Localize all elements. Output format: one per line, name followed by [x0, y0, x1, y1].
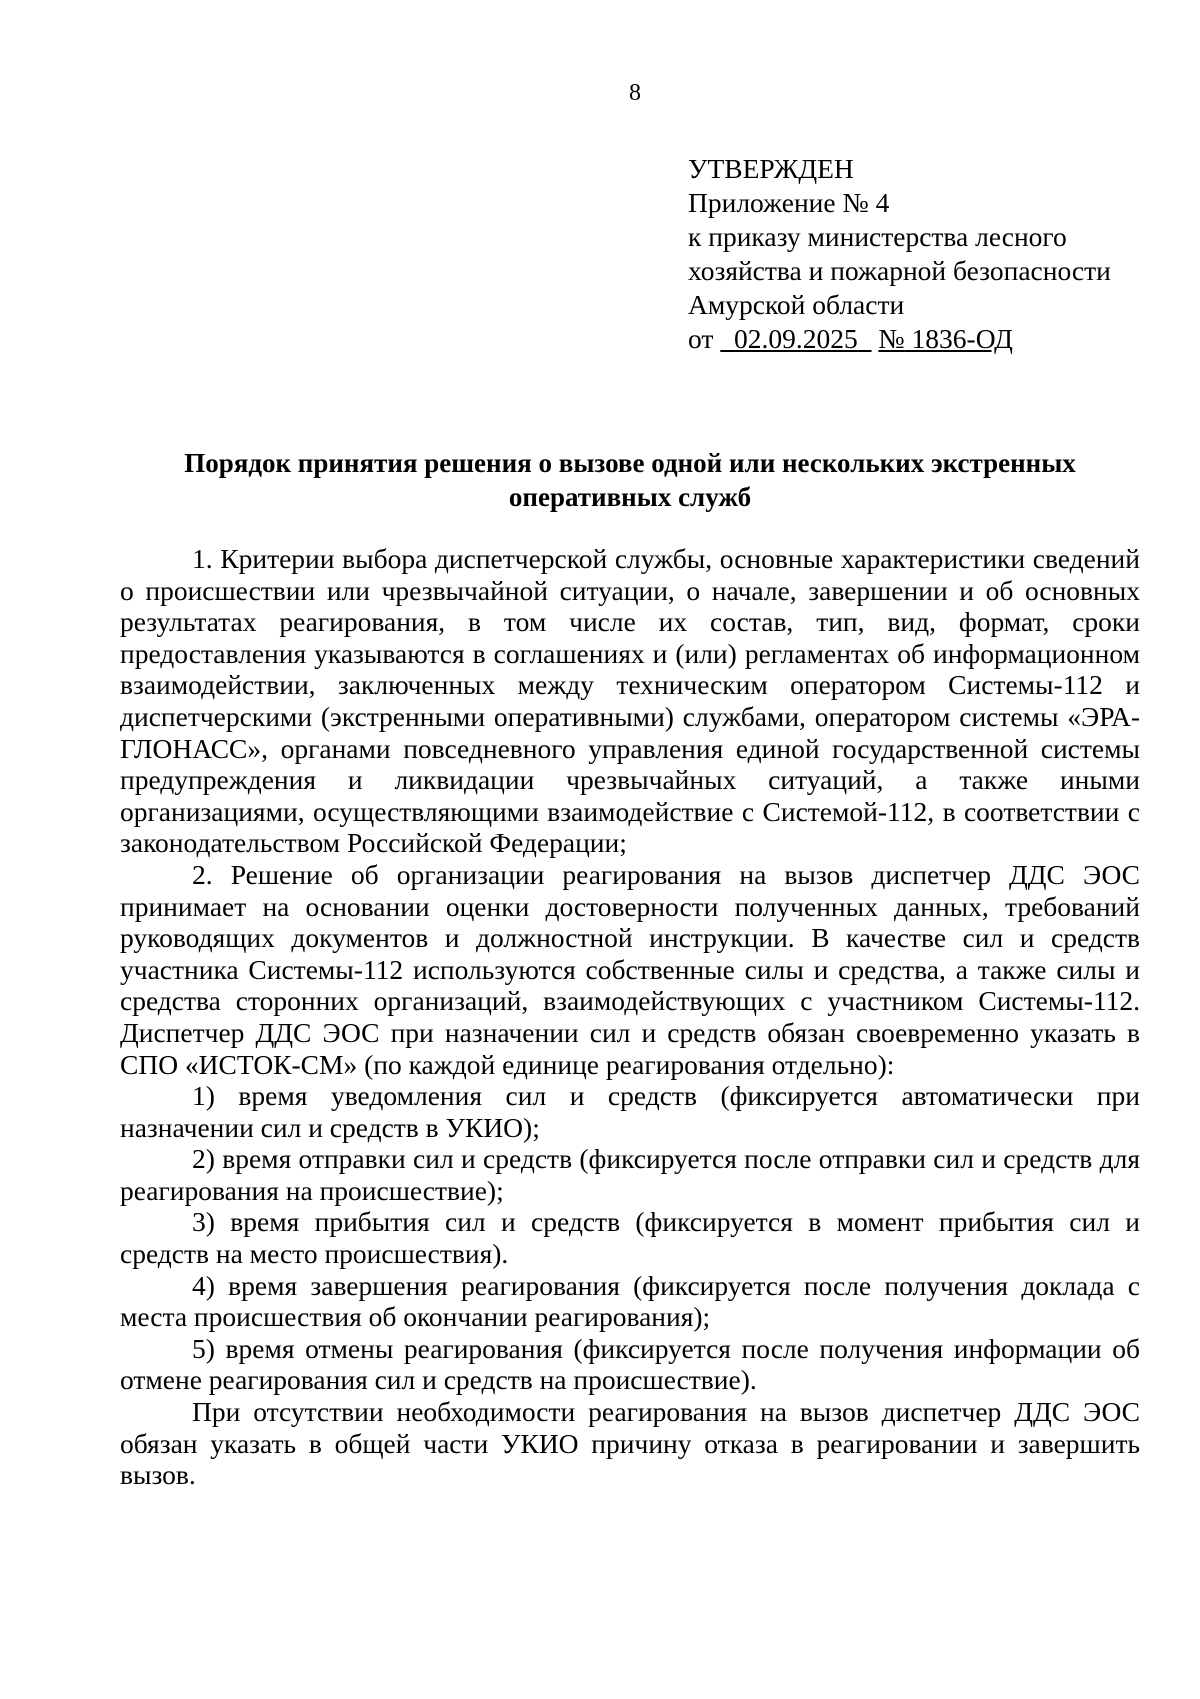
document-body [120, 543, 1140, 1491]
list-item-1: 1) время уведомления сил и средств (фиксируется автоматически при назначении сил и средств в УКИО); [120, 1080, 1140, 1143]
order-reference-line-2: хозяйства и пожарной безопасности [688, 255, 1111, 286]
order-date-number-line [688, 322, 1148, 356]
order-number [878, 323, 1013, 354]
paragraph-1: 1. Критерии выбора диспетчерской службы, основные характеристики сведений о происшествии или чрезвычайной ситуации, о начале, завершении и об основных результатах реагирования, в том числе их состав, тип, вид, формат, сроки предоставления указываются в соглашениях и (или) регламентах об информационном взаимодействии, заключенных между техническим оператором Системы-112 и диспетчерскими (экстренными оперативными) службами, оператором системы «ЭРА-ГЛОНАСС», органами повседневного управления единой государственной системы предупреждения и ликвидации чрезвычайных ситуаций, а также иными организациями, осуществляющими взаимодействие с Системой-112, в соответствии с законодательством Российской Федерации; [120, 543, 1140, 859]
list-item-2: 2) время отправки сил и средств (фиксируется после отправки сил и средств для реагирования на происшествие); [120, 1143, 1140, 1206]
order-reference-line-1: к приказу министерства лесного [688, 221, 1067, 252]
title-line-2: оперативных служб [508, 482, 752, 512]
order-date [720, 323, 871, 354]
date-prefix: от [688, 323, 714, 354]
approval-block [688, 152, 1148, 356]
order-number-value: 1836-ОД [911, 323, 1013, 354]
order-date-value: 02.09.2025 [734, 323, 858, 354]
document-title [120, 446, 1140, 514]
paragraph-final: При отсутствии необходимости реагирования на вызов диспетчер ДДС ЭОС обязан указать в общей части УКИО причину отказа в реагировании и завершить вызов. [120, 1396, 1140, 1491]
page-number: 8 [629, 80, 641, 106]
title-line-1: Порядок принятия решения о вызове одной или нескольких экстренных [184, 448, 1076, 478]
list-item-3: 3) время прибытия сил и средств (фиксируется в момент прибытия сил и средств на место происшествия). [120, 1206, 1140, 1270]
list-item-5: 5) время отмены реагирования (фиксируется после получения информации об отмене реагирования сил и средств на происшествие). [120, 1332, 1140, 1396]
list-item-4: 4) время завершения реагирования (фиксируется после получения доклада с места происшествия об окончании реагирования); [120, 1269, 1140, 1333]
order-reference-line-3: Амурской области [688, 289, 905, 320]
approval-heading: УТВЕРЖДЕН [688, 153, 854, 184]
appendix-label: Приложение № 4 [688, 187, 890, 218]
number-prefix: № [878, 323, 905, 354]
paragraph-2: 2. Решение об организации реагирования на вызов диспетчер ДДС ЭОС принимает на основании оценки достоверности полученных данных, требований руководящих документов и должностной инструкции. В качестве сил и средств участника Системы-112 используются собственные силы и средства, а также силы и средства сторонних организаций, взаимодействующих с участником Системы-112. Диспетчер ДДС ЭОС при назначении сил и средств обязан своевременно указать в СПО «ИСТОК-СМ» (по каждой единице реагирования отдельно): [120, 858, 1140, 1080]
